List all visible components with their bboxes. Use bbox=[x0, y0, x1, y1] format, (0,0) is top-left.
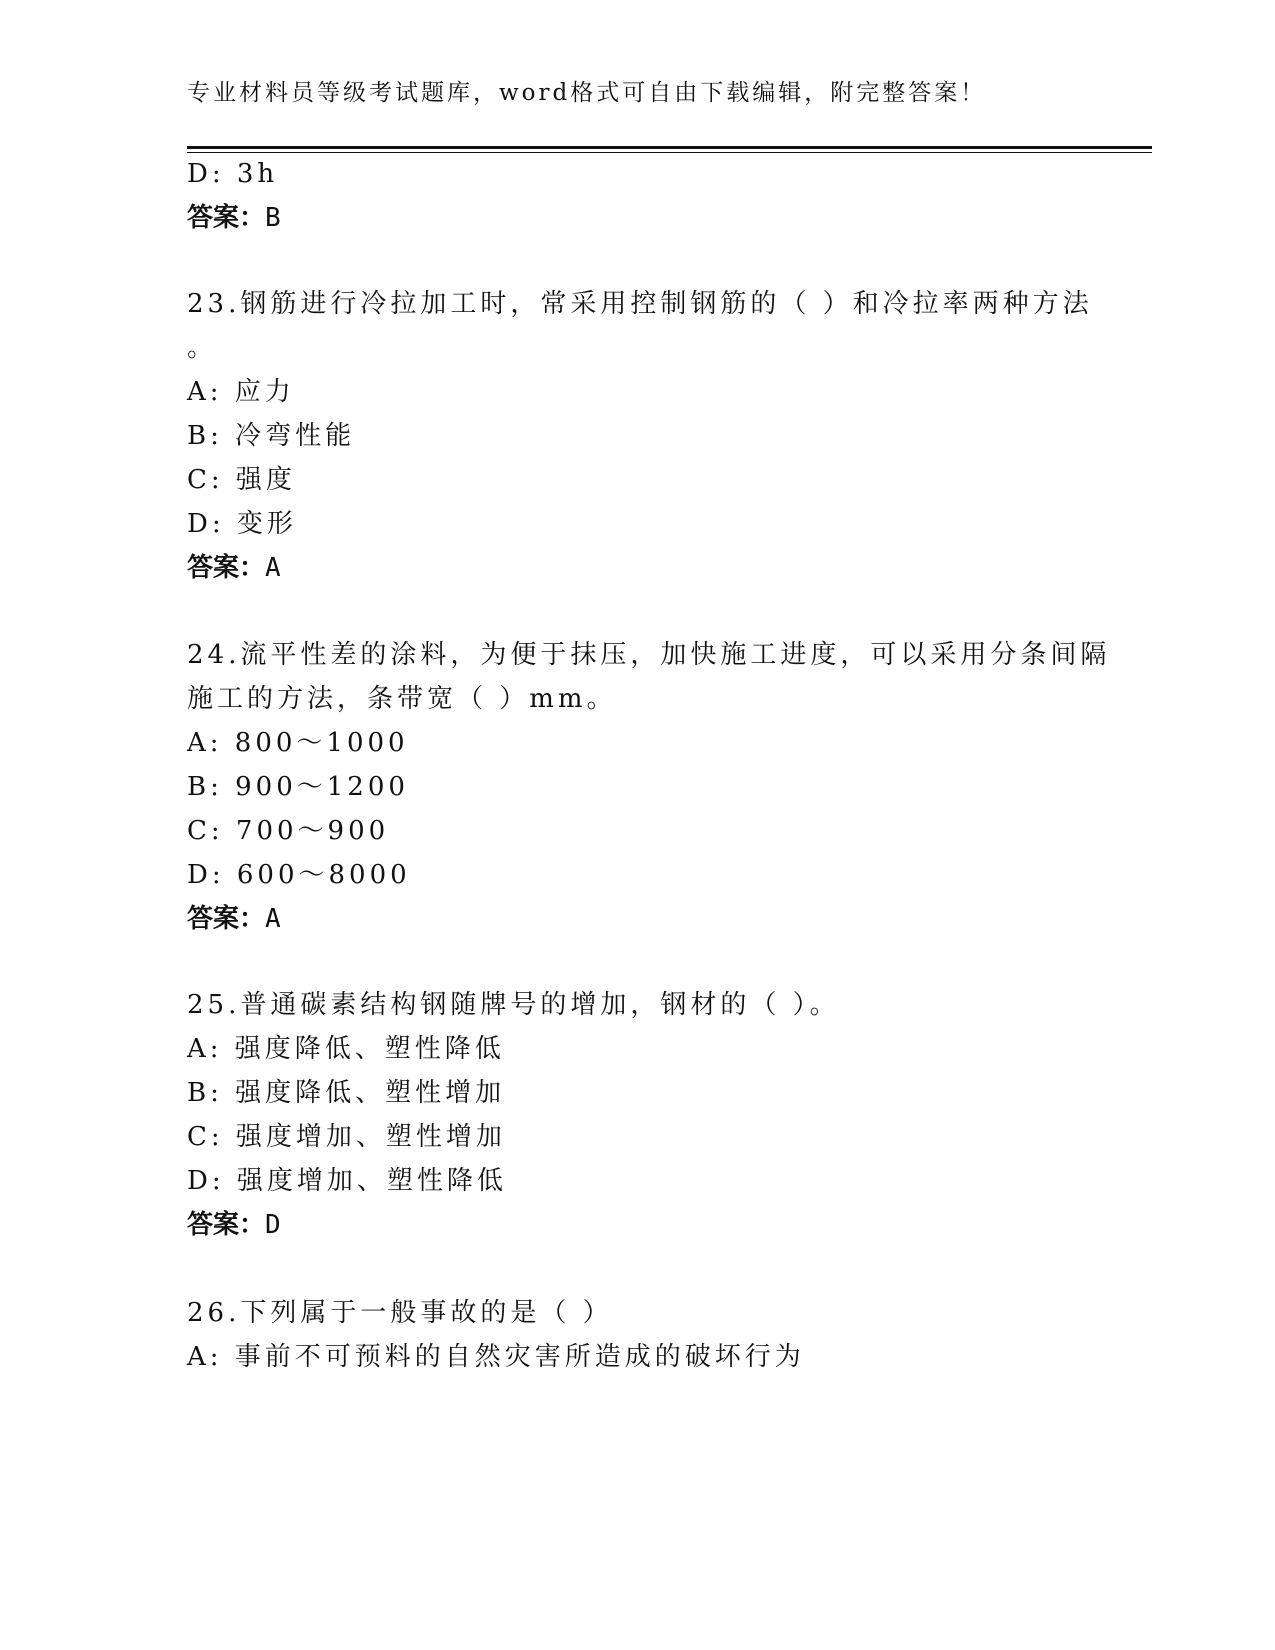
header-divider-thin bbox=[187, 152, 1152, 153]
q24-answer bbox=[187, 904, 281, 934]
q24-stem-line2: 施工的方法，条带宽（ ）mm。 bbox=[187, 684, 617, 714]
q24-option-b: B: 900～1200 bbox=[187, 772, 409, 802]
answer-label: 答案： bbox=[187, 203, 266, 233]
q24-stem-line1: 24.流平性差的涂料，为便于抹压，加快施工进度，可以采用分条间隔 bbox=[187, 640, 1111, 670]
header-divider-thick bbox=[187, 146, 1152, 149]
answer-value: D bbox=[265, 1210, 281, 1240]
q23-option-a: A: 应力 bbox=[187, 377, 295, 407]
q23-option-c: C: 强度 bbox=[187, 465, 296, 495]
q25-option-a: A: 强度降低、塑性降低 bbox=[187, 1034, 505, 1064]
answer-label: 答案： bbox=[187, 553, 266, 583]
q23-option-b: B: 冷弯性能 bbox=[187, 421, 356, 451]
answer-value: A bbox=[265, 553, 281, 583]
q25-option-d: D: 强度增加、塑性降低 bbox=[187, 1166, 507, 1196]
answer-label: 答案： bbox=[187, 1210, 266, 1240]
q26-option-a: A: 事前不可预料的自然灾害所造成的破坏行为 bbox=[187, 1342, 805, 1372]
answer-value: A bbox=[265, 904, 281, 934]
q23-stem-line1: 23.钢筋进行冷拉加工时，常采用控制钢筋的（ ）和冷拉率两种方法 bbox=[187, 289, 1093, 319]
q24-option-c: C: 700～900 bbox=[187, 816, 390, 846]
answer-label: 答案： bbox=[187, 904, 266, 934]
q25-answer bbox=[187, 1210, 281, 1240]
q24-option-a: A: 800～1000 bbox=[187, 728, 409, 758]
q25-stem-line1: 25.普通碳素结构钢随牌号的增加，钢材的（ ）。 bbox=[187, 990, 840, 1020]
q24-option-d: D: 600～8000 bbox=[187, 860, 411, 890]
q23-answer bbox=[187, 553, 281, 583]
q23-stem-line2: 。 bbox=[187, 333, 218, 363]
q26-stem-line1: 26.下列属于一般事故的是（ ） bbox=[187, 1298, 613, 1328]
page-header: 专业材料员等级考试题库，word格式可自由下载编辑，附完整答案！ bbox=[187, 80, 987, 106]
q25-option-b: B: 强度降低、塑性增加 bbox=[187, 1078, 506, 1108]
q23-option-d: D: 变形 bbox=[187, 509, 297, 539]
q22-option-d: D: 3h bbox=[187, 159, 279, 189]
q22-answer bbox=[187, 203, 281, 233]
q25-option-c: C: 强度增加、塑性增加 bbox=[187, 1122, 506, 1152]
answer-value: B bbox=[265, 203, 281, 233]
